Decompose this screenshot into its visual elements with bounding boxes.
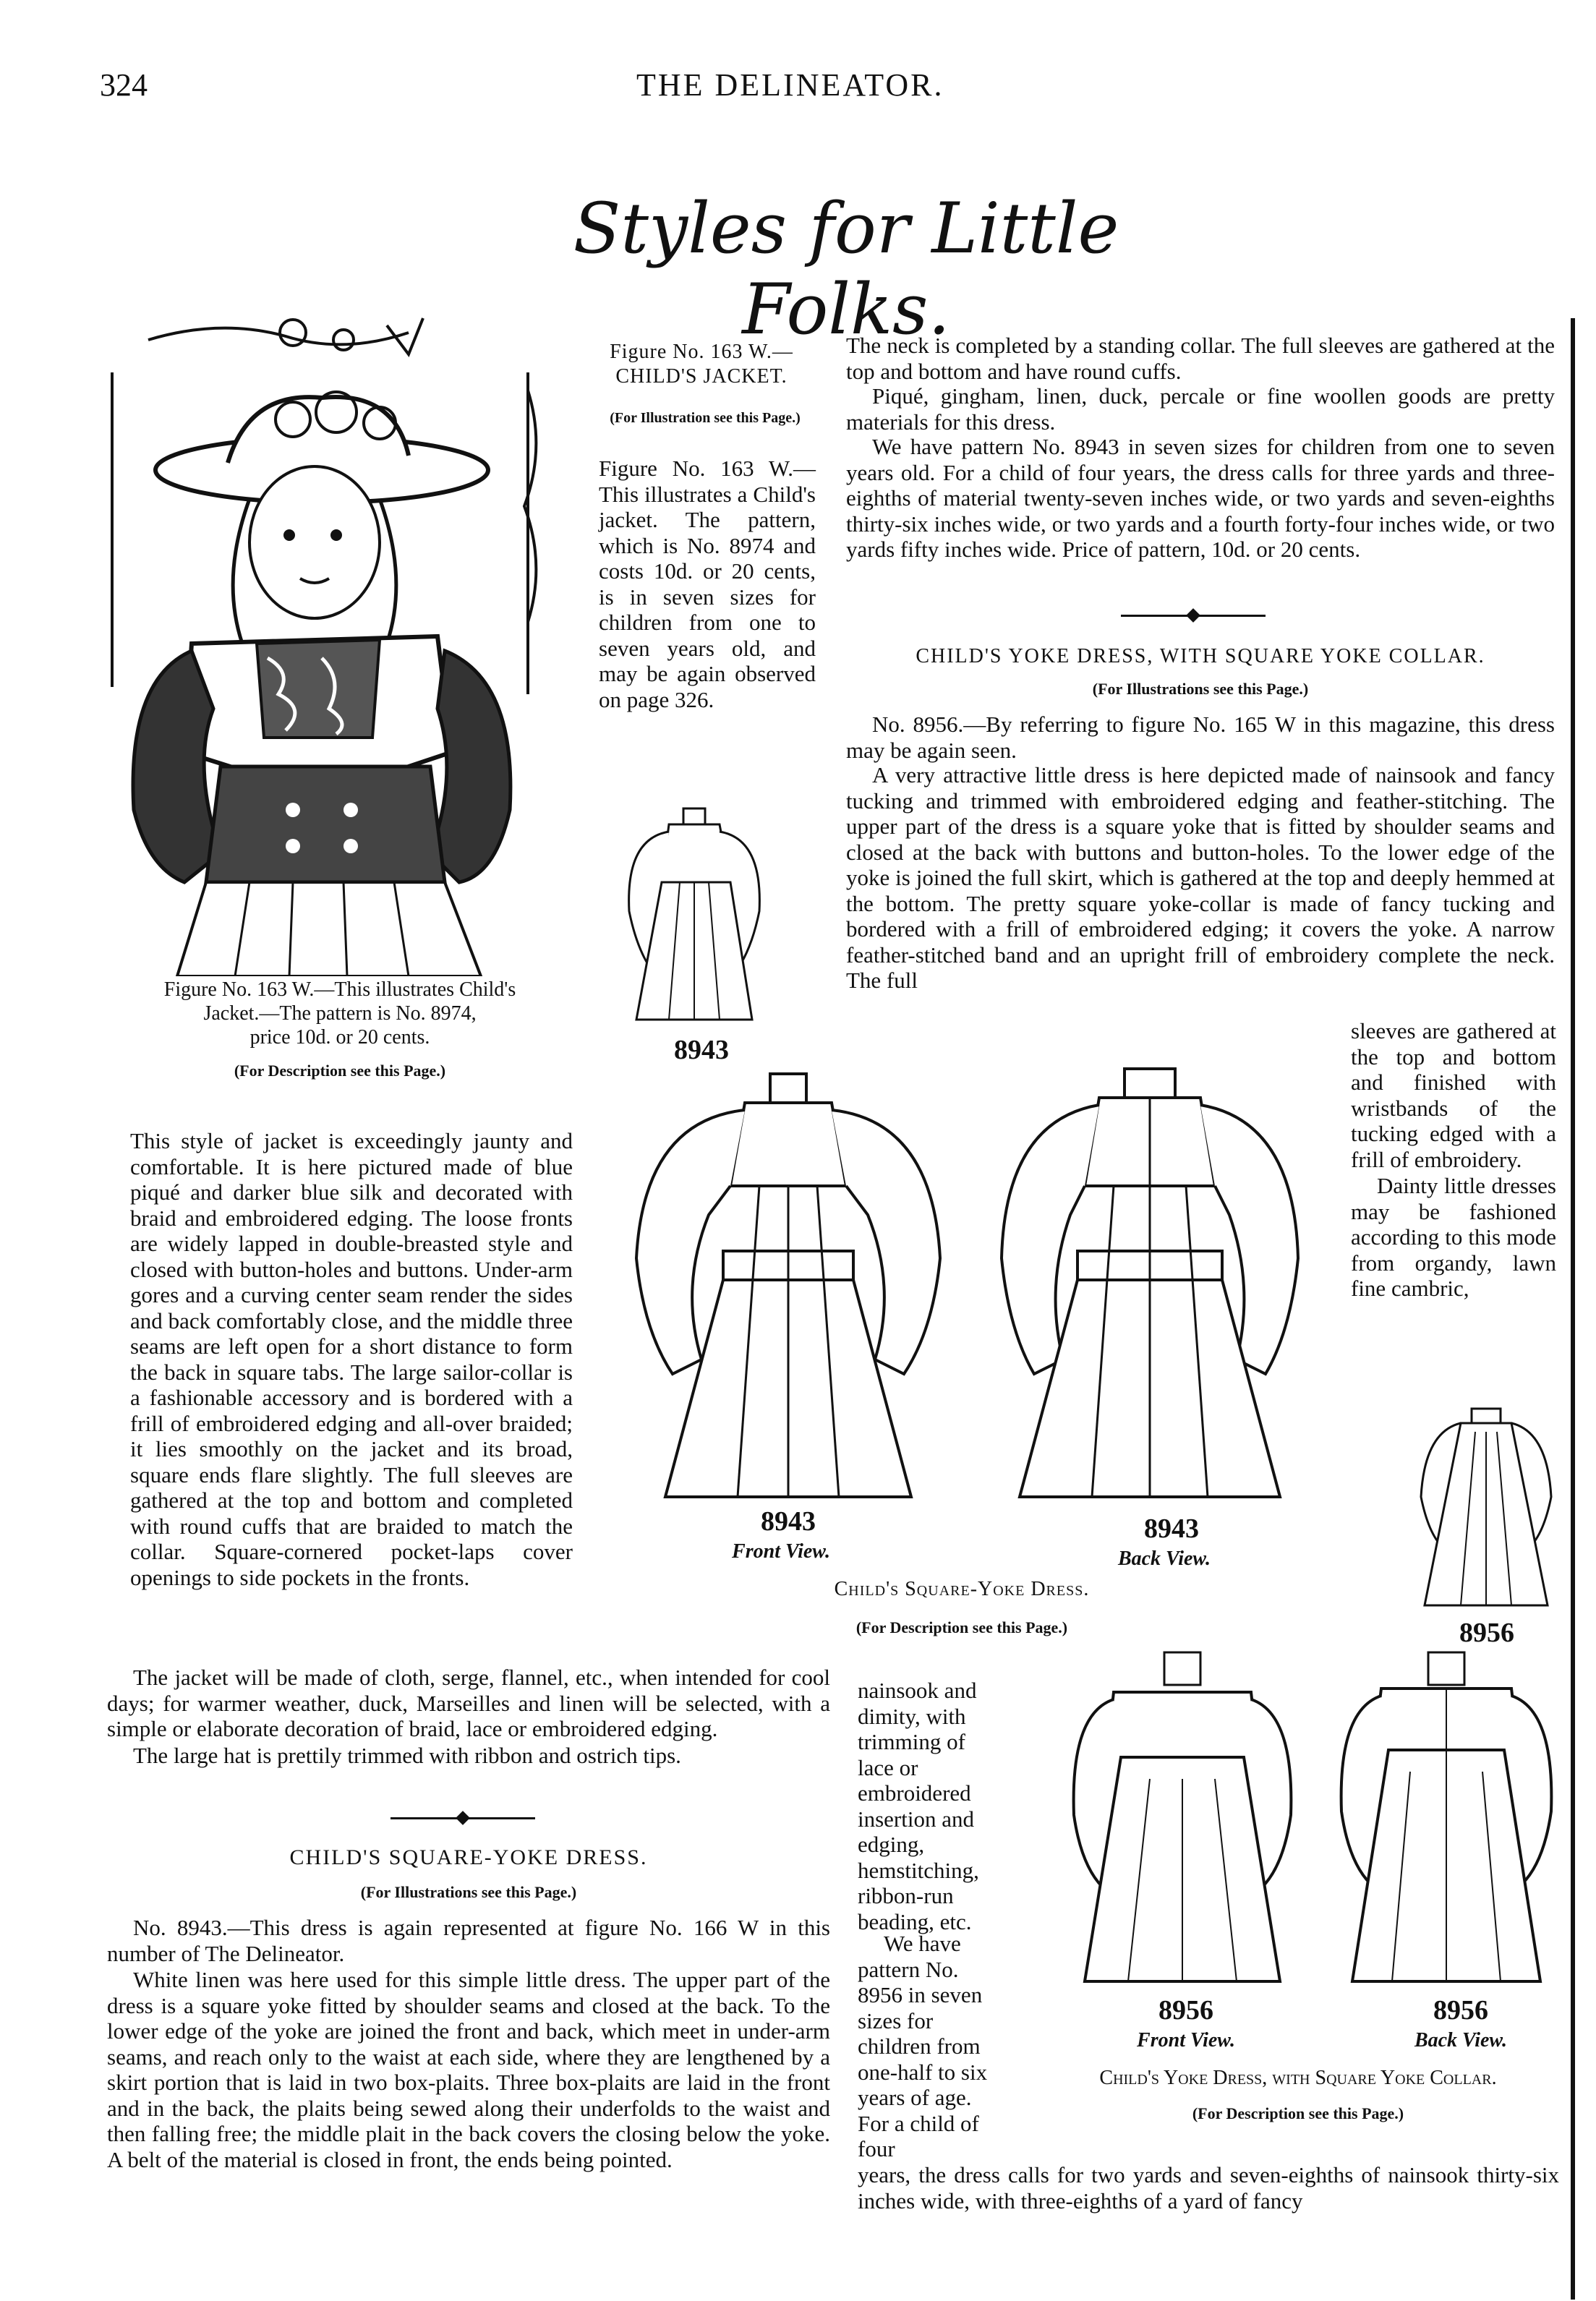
square-yoke-heading: CHILD'S SQUARE-YOKE DRESS. bbox=[289, 1845, 648, 1869]
figure-8943-front-view: Front View. bbox=[732, 1540, 830, 1563]
separator-ornament-2 bbox=[1186, 608, 1200, 623]
figure-163w-caption-sub: (For Description see this Page.) bbox=[234, 1062, 446, 1080]
jacket-paragraph-3: The large hat is prettily trimmed with ribbon and ostrich tips. bbox=[133, 1743, 681, 1768]
square-yoke-paragraph-1: No. 8943.—This dress is again represented at figure No. 166 W in this number of The Delineator. bbox=[107, 1915, 830, 1966]
figure-8956-caption-sub: (For Description see this Page.) bbox=[1192, 2104, 1404, 2122]
yoke-collar-paragraph-4-cont: years, the dress calls for two yards and seven-eighths of nainsook thirty-six inches wide, with three-eighths of a yard of fancy bbox=[858, 2162, 1559, 2214]
square-yoke-paragraph-2: White linen was here used for this simple little dress. The upper part of the dress is a square yoke fitted by shoulder seams and closed at the back. To the lower edge of the yoke are joined the front and back, which meet in under-arm seams, and reach only to the waist at each side, where they are lengthened by a skirt portion that is laid in two box-plaits. Three box-plaits are laid in the front and in the back, the plaits being sewed along their underfolds to the waist and then falling free; the middle plait in the back covers the closing below the yoke. A belt of the material is closed in front, the ends being pointed. bbox=[107, 1967, 830, 2172]
yoke-collar-paragraph-2: A very attractive little dress is here depicted made of nainsook and fancy tucking and trimmed with embroidered edging and feather-stitching. The upper part of the dress is a square yoke that is fitted by shoulder seams and closed at the back with buttons and button-holes. To the lower edge of the yoke is joined the full skirt, which is gathered at the top and deeply hemmed at the bottom. The pretty square yoke-collar is made of fancy tucking and bordered with a frill of embroidered edging; it covers the yoke. A narrow feather-stitched band and an upright frill of embroidery complete the neck. The full bbox=[846, 762, 1555, 993]
jacket-paragraph-1: This style of jacket is exceedingly jaunty and comfortable. It is here pictured made of blue piqué and darker blue silk and decorated with braid and embroidered edging. The loose fronts are widely lapped in double-breasted style and closed with button-holes and buttons. Under-arm gores and a curving center seam render the sides and back comfortably close, and the middle three seams are left open for a short distance to form the back in square tabs. The large sailor-collar is a fashionable accessory and is bordered with a frill of embroidered edging and all-over braided; it lies smoothly on the jacket and its broad, square ends flare slightly. The full sleeves are gathered at the top and bottom and completed with round cuffs that are braided to match the collar. Square-cornered pocket-laps cover openings to side pockets in the fronts. bbox=[130, 1128, 573, 1590]
separator-ornament bbox=[456, 1811, 470, 1825]
jacket-paragraph-2: The jacket will be made of cloth, serge, flannel, etc., when intended for cool days; for warmer weather, duck, Marseilles and linen will be selected, with a simple or elaborate decoration of braid, lace or embroidered edging. bbox=[107, 1665, 830, 1741]
binding-edge bbox=[1571, 318, 1575, 2300]
figure-163w-side-heading: Figure No. 163 W.—CHILD'S JACKET. bbox=[610, 341, 793, 388]
figure-8943-front-number: 8943 bbox=[761, 1506, 816, 1537]
right-top-paragraph-3: We have pattern No. 8943 in seven sizes for children from one to seven years old. For a child of four years, the dress calls for three yards and three-eighths of material twenty-seven inches wide, or two yards and seven-eighths thirty-six inches wide, or two yards and a fourth forty-four inches wide, or two yards fifty inches wide. Price of pattern, 10d. or 20 cents. bbox=[846, 434, 1555, 562]
figure-8943-small-number: 8943 bbox=[674, 1035, 729, 1065]
figure-8956-front-view: Front View. bbox=[1137, 2029, 1235, 2052]
figure-8943-back bbox=[983, 1063, 1316, 1511]
figure-8956-front bbox=[1063, 1649, 1302, 1996]
yoke-collar-paragraph-2-cont: sleeves are gathered at the top and bottom and finished with wristbands of the tucking edged with a frill of embroidery. bbox=[1351, 1018, 1556, 1172]
square-yoke-sub: (For Illustrations see this Page.) bbox=[360, 1883, 577, 1901]
figure-8956-back bbox=[1331, 1649, 1562, 1996]
yoke-collar-paragraph-3: Dainty little dresses may be fashioned according to this mode from organdy, lawn fine cambric, bbox=[1351, 1173, 1556, 1301]
figure-8943-small bbox=[611, 803, 777, 1041]
caption-line2: Jacket.—The pattern is No. 8974, bbox=[203, 1002, 477, 1025]
figure-8956-small-number: 8956 bbox=[1459, 1618, 1514, 1648]
figure-8943-caption: Child's Square-Yoke Dress. bbox=[834, 1578, 1090, 1600]
figure-8943-back-number: 8943 bbox=[1144, 1514, 1199, 1544]
main-title: Styles for Little Folks. bbox=[573, 188, 1119, 350]
yoke-collar-paragraph-3-cont: nainsook and dimity, with trimming of lace or embroidered insertion and edging, hemstitching, ribbon-run beading, etc. bbox=[858, 1678, 979, 1934]
caption-line1: Figure No. 163 W.—This illustrates Child's bbox=[163, 978, 516, 1001]
yoke-collar-paragraph-4: We have pattern No. 8956 in seven sizes for children from one-half to six years of age. For a child of four bbox=[858, 1931, 988, 2161]
figure-8956-caption: Child's Yoke Dress, with Square Yoke Collar. bbox=[1099, 2067, 1497, 2089]
figure-8943-caption-sub: (For Description see this Page.) bbox=[855, 1618, 1068, 1636]
running-title: THE DELINEATOR. bbox=[636, 67, 944, 103]
caption-line3: price 10d. or 20 cents. bbox=[249, 1026, 430, 1049]
figure-8956-back-view: Back View. bbox=[1414, 2029, 1508, 2052]
figure-8956-small bbox=[1410, 1403, 1562, 1620]
yoke-collar-sub: (For Illustrations see this Page.) bbox=[1092, 680, 1309, 698]
yoke-collar-paragraph-1: No. 8956.—By referring to figure No. 165 W in this magazine, this dress may be again seen. bbox=[846, 712, 1555, 763]
right-top-paragraph-1: The neck is completed by a standing collar. The full sleeves are gathered at the top and bottom and have round cuffs. bbox=[846, 333, 1555, 384]
page-number: 324 bbox=[100, 67, 148, 103]
figure-163w-illustration bbox=[105, 304, 568, 976]
figure-163w-caption bbox=[101, 978, 579, 1049]
right-top-paragraph-2: Piqué, gingham, linen, duck, percale or fine woollen goods are pretty materials for this dress. bbox=[846, 383, 1555, 435]
figure-8943-back-view: Back View. bbox=[1117, 1547, 1211, 1570]
figure-163w-side-text: Figure No. 163 W.—This illustrates a Child's jacket. The pattern, which is No. 8974 and costs 10d. or 20 cents, is in seven sizes for children from one to seven years old, and may be again observed on page 326. bbox=[599, 456, 816, 712]
yoke-collar-heading: CHILD'S YOKE DRESS, WITH SQUARE YOKE COLLAR. bbox=[916, 645, 1485, 667]
figure-163w-side-sub: (For Illustration see this Page.) bbox=[610, 410, 801, 426]
figure-8956-front-number: 8956 bbox=[1158, 1995, 1213, 2025]
figure-8956-back-number: 8956 bbox=[1433, 1995, 1488, 2025]
figure-8943-front bbox=[622, 1070, 955, 1511]
